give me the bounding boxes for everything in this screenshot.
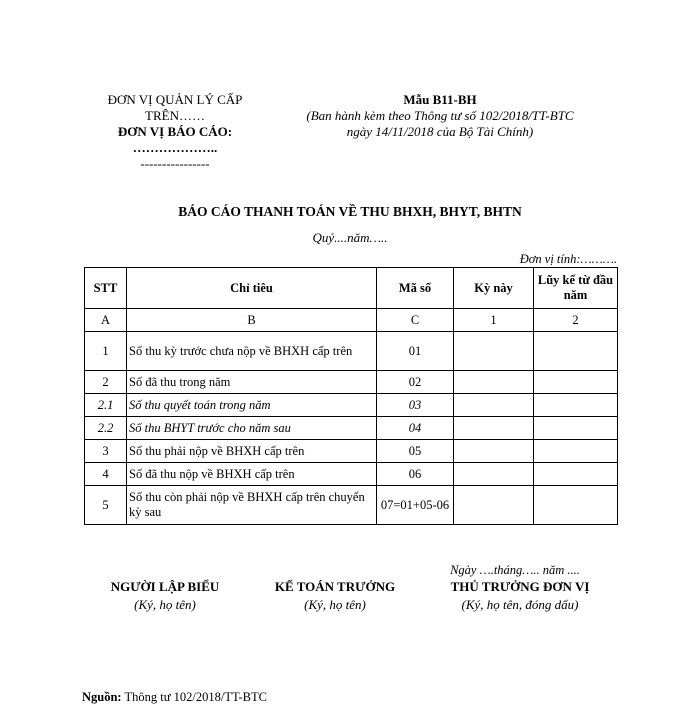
column-code-row <box>85 309 618 332</box>
signature-head <box>420 578 620 614</box>
table-row <box>85 463 618 486</box>
reporting-unit-placeholder: ……………….. <box>132 140 218 155</box>
table-row <box>85 486 618 525</box>
column-code: 2 <box>534 309 618 332</box>
row-cumulative-value[interactable] <box>534 463 618 486</box>
row-code: 04 <box>377 417 454 440</box>
superior-unit-label: ĐƠN VỊ QUẢN LÝ CẤP TRÊN…… <box>107 92 243 123</box>
row-stt: 5 <box>85 486 127 525</box>
row-code: 05 <box>377 440 454 463</box>
accountant-note: (Ký, họ tên) <box>304 597 366 612</box>
row-code: 06 <box>377 463 454 486</box>
row-code: 03 <box>377 394 454 417</box>
preparer-note: (Ký, họ tên) <box>134 597 196 612</box>
row-cumulative-value[interactable] <box>534 394 618 417</box>
signature-accountant <box>255 578 415 614</box>
row-cumulative-value[interactable] <box>534 371 618 394</box>
source-text: Thông tư 102/2018/TT-BTC <box>121 690 267 704</box>
signature-preparer <box>90 578 240 614</box>
table-row <box>85 371 618 394</box>
row-description: Số đã thu trong năm <box>127 371 377 394</box>
table-header-row <box>85 268 618 309</box>
form-legal-note-1: (Ban hành kèm theo Thông tư số 102/2018/TT-BTC <box>306 108 574 123</box>
report-title: BÁO CÁO THANH TOÁN VỀ THU BHXH, BHYT, BHTN <box>178 204 522 219</box>
row-cumulative-value[interactable] <box>534 486 618 525</box>
form-code: Mẫu B11-BH <box>403 92 477 107</box>
row-current-value[interactable] <box>454 332 534 371</box>
row-current-value[interactable] <box>454 394 534 417</box>
reporting-unit-header <box>90 92 260 172</box>
source-label: Nguồn: <box>82 690 122 704</box>
column-code: B <box>127 309 377 332</box>
row-stt: 1 <box>85 332 127 371</box>
table-row <box>85 417 618 440</box>
row-stt: 2.1 <box>85 394 127 417</box>
row-cumulative-value[interactable] <box>534 332 618 371</box>
form-legal-note-2: ngày 14/11/2018 của Bộ Tài Chính) <box>346 124 534 139</box>
row-code: 02 <box>377 371 454 394</box>
column-code: 1 <box>454 309 534 332</box>
row-current-value[interactable] <box>454 440 534 463</box>
row-cumulative-value[interactable] <box>534 440 618 463</box>
row-stt: 2 <box>85 371 127 394</box>
row-description: Số thu BHYT trước cho năm sau <box>127 417 377 440</box>
row-current-value[interactable] <box>454 486 534 525</box>
reporting-unit-label: ĐƠN VỊ BÁO CÁO: <box>117 124 233 139</box>
header-current-period: Kỳ này <box>454 268 534 309</box>
row-description: Số đã thu nộp về BHXH cấp trên <box>127 463 377 486</box>
row-code: 01 <box>377 332 454 371</box>
column-code: C <box>377 309 454 332</box>
header-cumulative: Lũy kế từ đầu năm <box>534 268 618 309</box>
row-description: Số thu còn phải nộp về BHXH cấp trên chuyển kỳ sau <box>127 486 377 525</box>
row-description: Số thu phải nộp về BHXH cấp trên <box>127 440 377 463</box>
accountant-role: KẾ TOÁN TRƯỞNG <box>274 579 396 594</box>
head-note: (Ký, họ tên, đóng dấu) <box>461 597 579 612</box>
row-cumulative-value[interactable] <box>534 417 618 440</box>
form-info-header <box>285 92 595 140</box>
header-divider: ---------------- <box>140 156 210 171</box>
head-role: THỦ TRƯỞNG ĐƠN VỊ <box>450 579 590 594</box>
table-row <box>85 440 618 463</box>
row-stt: 2.2 <box>85 417 127 440</box>
row-description: Số thu kỳ trước chưa nộp về BHXH cấp trên <box>127 332 377 371</box>
report-period: Quý....năm….. <box>312 230 388 245</box>
report-table <box>84 267 618 525</box>
signature-date: Ngày ….tháng….. năm .... <box>450 563 580 577</box>
row-stt: 4 <box>85 463 127 486</box>
header-indicator: Chỉ tiêu <box>127 268 377 309</box>
row-stt: 3 <box>85 440 127 463</box>
row-description: Số thu quyết toán trong năm <box>127 394 377 417</box>
row-current-value[interactable] <box>454 371 534 394</box>
column-code: A <box>85 309 127 332</box>
preparer-role: NGƯỜI LẬP BIỂU <box>110 579 220 594</box>
row-code: 07=01+05-06 <box>377 486 454 525</box>
table-row <box>85 394 618 417</box>
unit-of-measure: Đơn vị tính:………. <box>519 252 617 266</box>
header-code: Mã số <box>377 268 454 309</box>
table-row <box>85 332 618 371</box>
row-current-value[interactable] <box>454 417 534 440</box>
header-stt: STT <box>85 268 127 309</box>
row-current-value[interactable] <box>454 463 534 486</box>
source-note <box>82 690 267 705</box>
